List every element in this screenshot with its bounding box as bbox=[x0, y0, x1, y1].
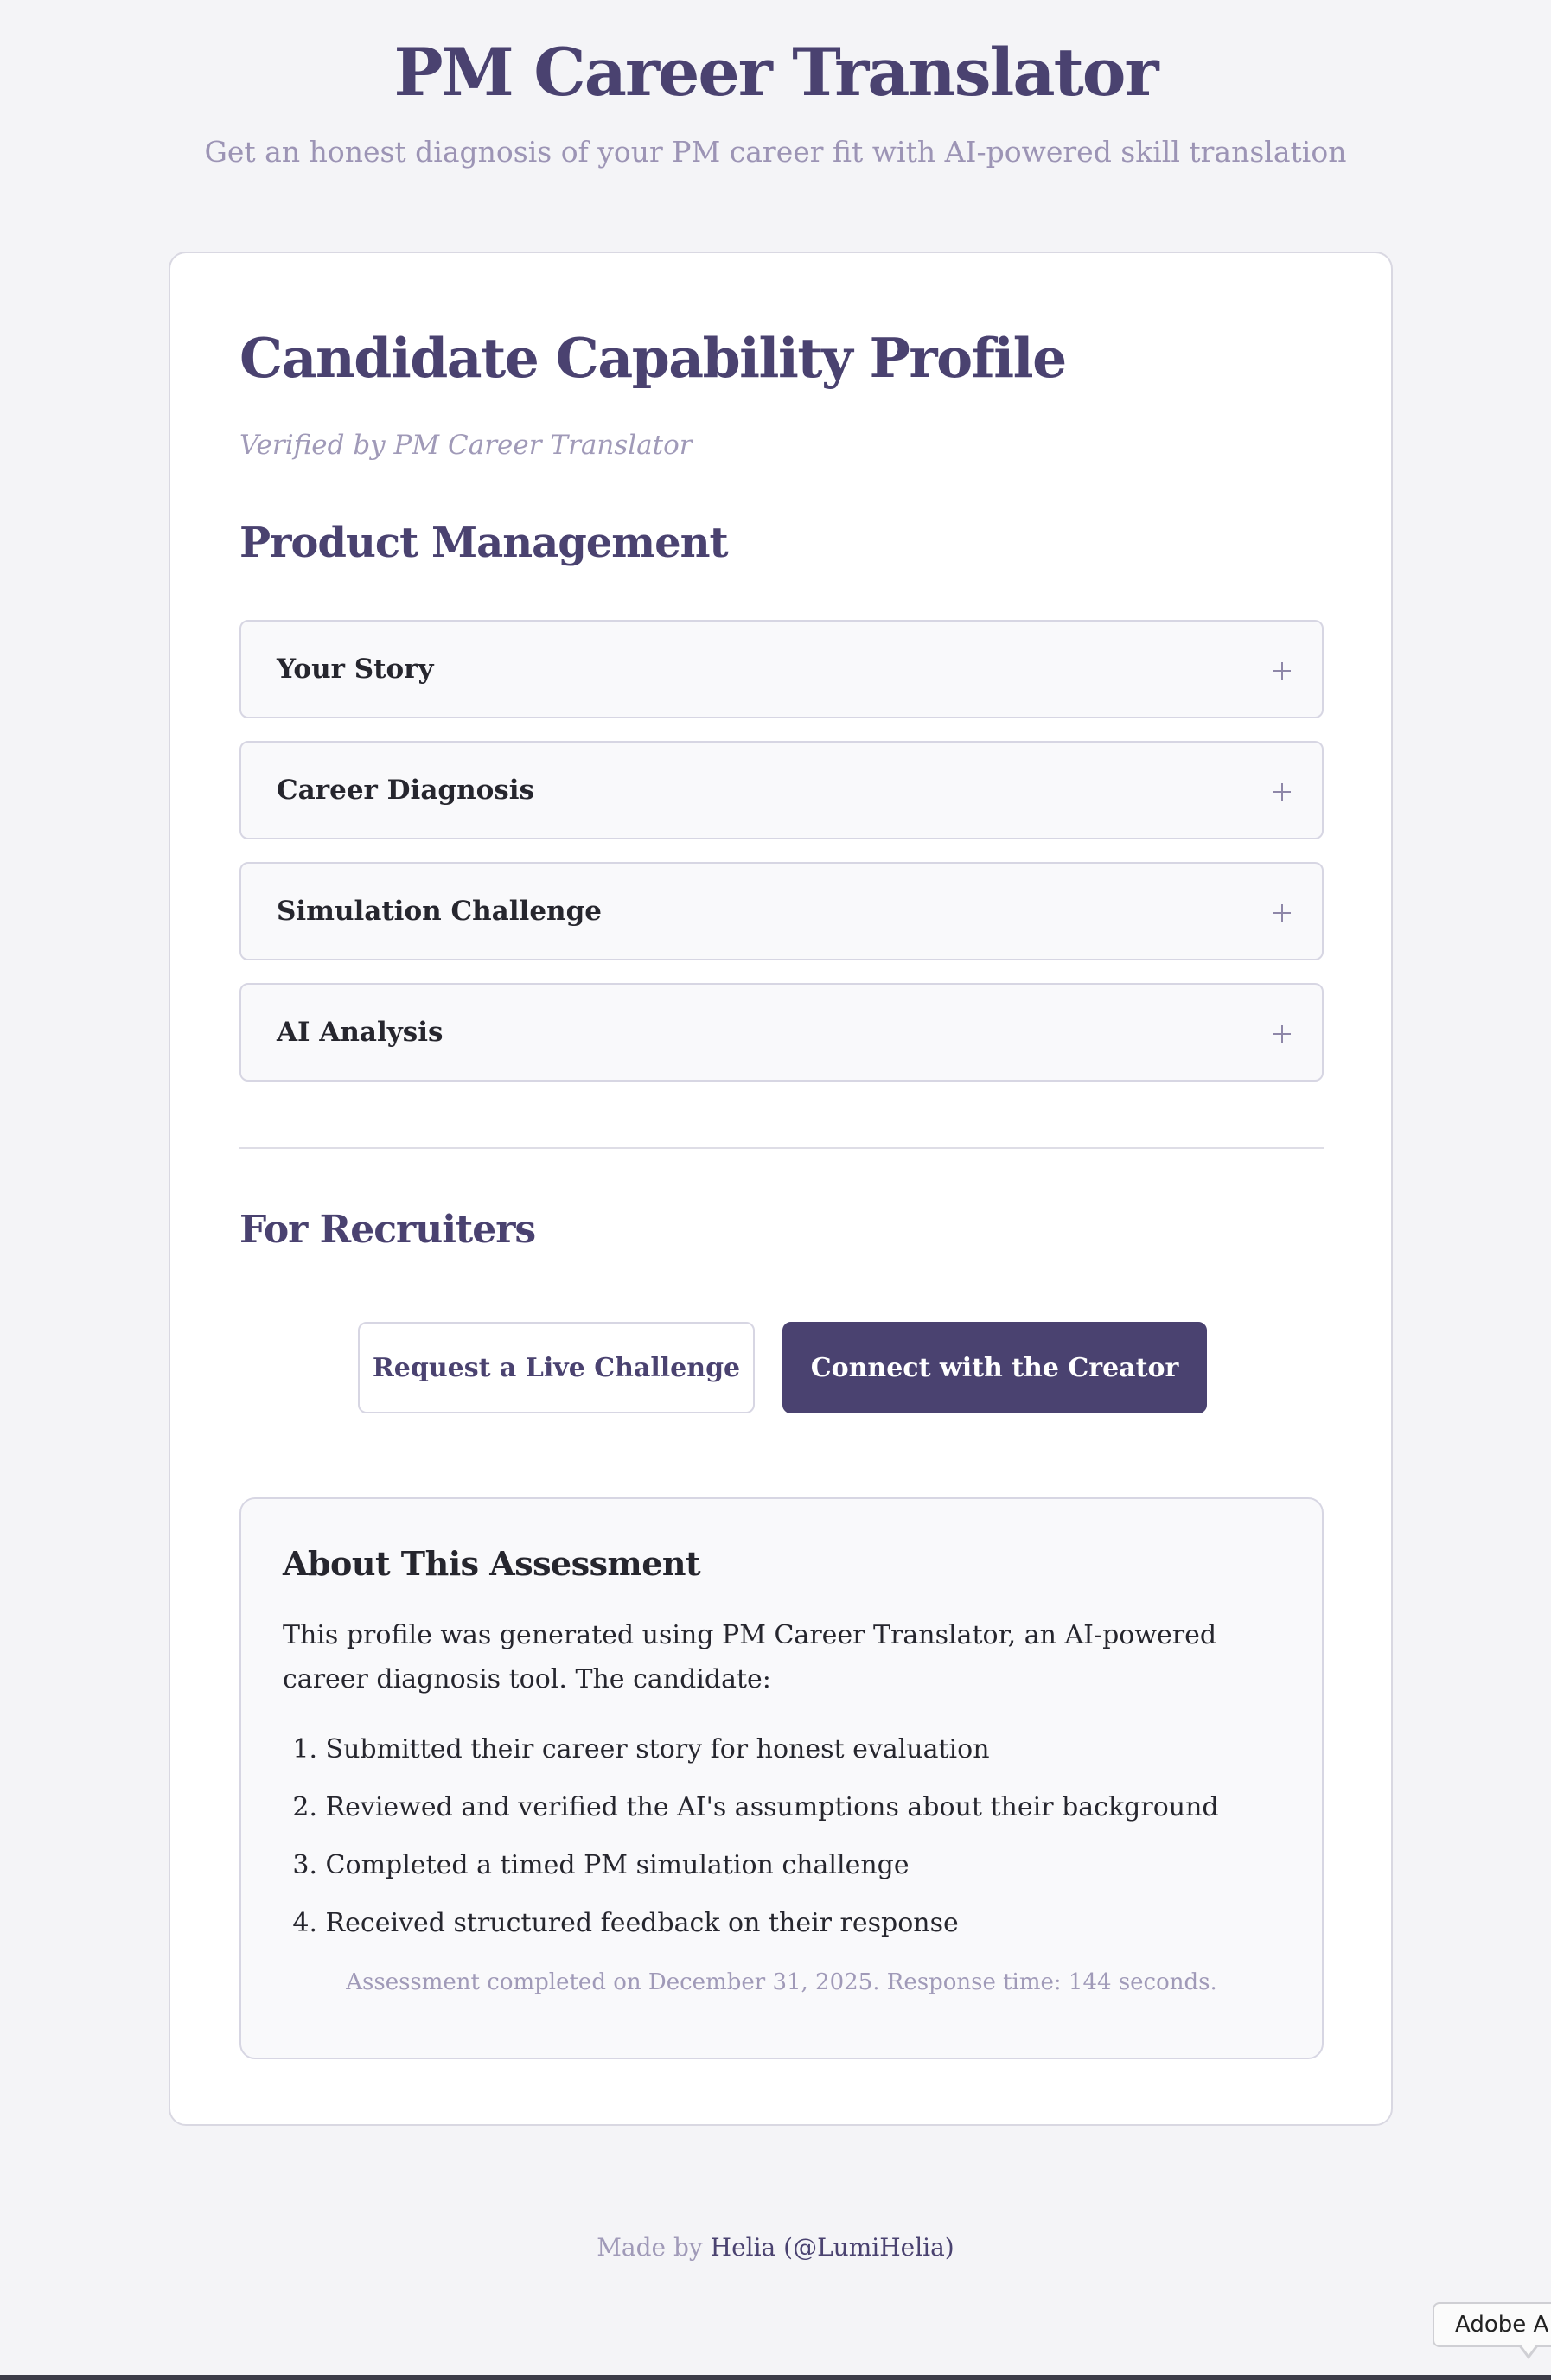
request-live-challenge-button[interactable]: Request a Live Challenge bbox=[358, 1322, 755, 1413]
accordion-simulation-challenge[interactable] bbox=[239, 862, 1324, 960]
step-text: Reviewed and verified the AI's assumptions about their background bbox=[325, 1792, 1219, 1822]
profile-title: Candidate Capability Profile bbox=[239, 326, 1066, 390]
accordion-your-story[interactable] bbox=[239, 620, 1324, 718]
list-item bbox=[283, 1901, 1219, 1959]
about-assessment-box bbox=[239, 1497, 1324, 2059]
step-number: 3. bbox=[292, 1850, 317, 1880]
site-header bbox=[0, 0, 1551, 169]
product-management-heading: Product Management bbox=[239, 519, 728, 567]
about-body: This profile was generated using PM Career Translator, an AI-powered career diagnosis tool. The candidate: bbox=[283, 1620, 1217, 1694]
window-bottom-edge bbox=[0, 2375, 1551, 2380]
plus-icon bbox=[1273, 1025, 1291, 1043]
connect-creator-button[interactable]: Connect with the Creator bbox=[782, 1322, 1207, 1413]
assessment-footnote: Assessment completed on December 31, 2025. Response time: 144 seconds. bbox=[346, 1969, 1217, 1995]
plus-icon bbox=[1273, 662, 1291, 680]
recruiters-heading: For Recruiters bbox=[239, 1208, 536, 1252]
section-divider bbox=[239, 1147, 1324, 1149]
accordion-career-diagnosis[interactable] bbox=[239, 741, 1324, 839]
accordion-label: AI Analysis bbox=[277, 1017, 444, 1048]
step-number: 1. bbox=[292, 1734, 317, 1764]
site-footer bbox=[0, 2233, 1551, 2262]
plus-icon bbox=[1273, 904, 1291, 922]
tooltip-pointer-fill bbox=[1521, 2345, 1536, 2355]
accordion-label: Simulation Challenge bbox=[277, 896, 602, 927]
author-link[interactable]: Helia (@LumiHelia) bbox=[710, 2233, 954, 2262]
step-number: 4. bbox=[292, 1908, 317, 1938]
step-number: 2. bbox=[292, 1792, 317, 1822]
site-subtitle: Get an honest diagnosis of your PM career fit with AI-powered skill translation bbox=[204, 135, 1347, 169]
accordion-label: Your Story bbox=[277, 654, 434, 685]
adobe-tooltip: Adobe A bbox=[1433, 2302, 1551, 2347]
about-title: About This Assessment bbox=[283, 1544, 701, 1583]
assessment-steps-list bbox=[283, 1727, 1219, 1959]
accordion-ai-analysis[interactable] bbox=[239, 983, 1324, 1082]
footer-prefix: Made by bbox=[597, 2233, 703, 2262]
step-text: Completed a timed PM simulation challenge bbox=[325, 1850, 910, 1880]
list-item bbox=[283, 1727, 1219, 1785]
list-item bbox=[283, 1843, 1219, 1901]
step-text: Submitted their career story for honest evaluation bbox=[325, 1734, 990, 1764]
site-title: PM Career Translator bbox=[393, 34, 1158, 111]
step-text: Received structured feedback on their response bbox=[325, 1908, 959, 1938]
profile-card bbox=[169, 252, 1393, 2126]
list-item bbox=[283, 1785, 1219, 1843]
accordion-label: Career Diagnosis bbox=[277, 775, 534, 806]
plus-icon bbox=[1273, 783, 1291, 801]
verified-label: Verified by PM Career Translator bbox=[239, 430, 693, 461]
